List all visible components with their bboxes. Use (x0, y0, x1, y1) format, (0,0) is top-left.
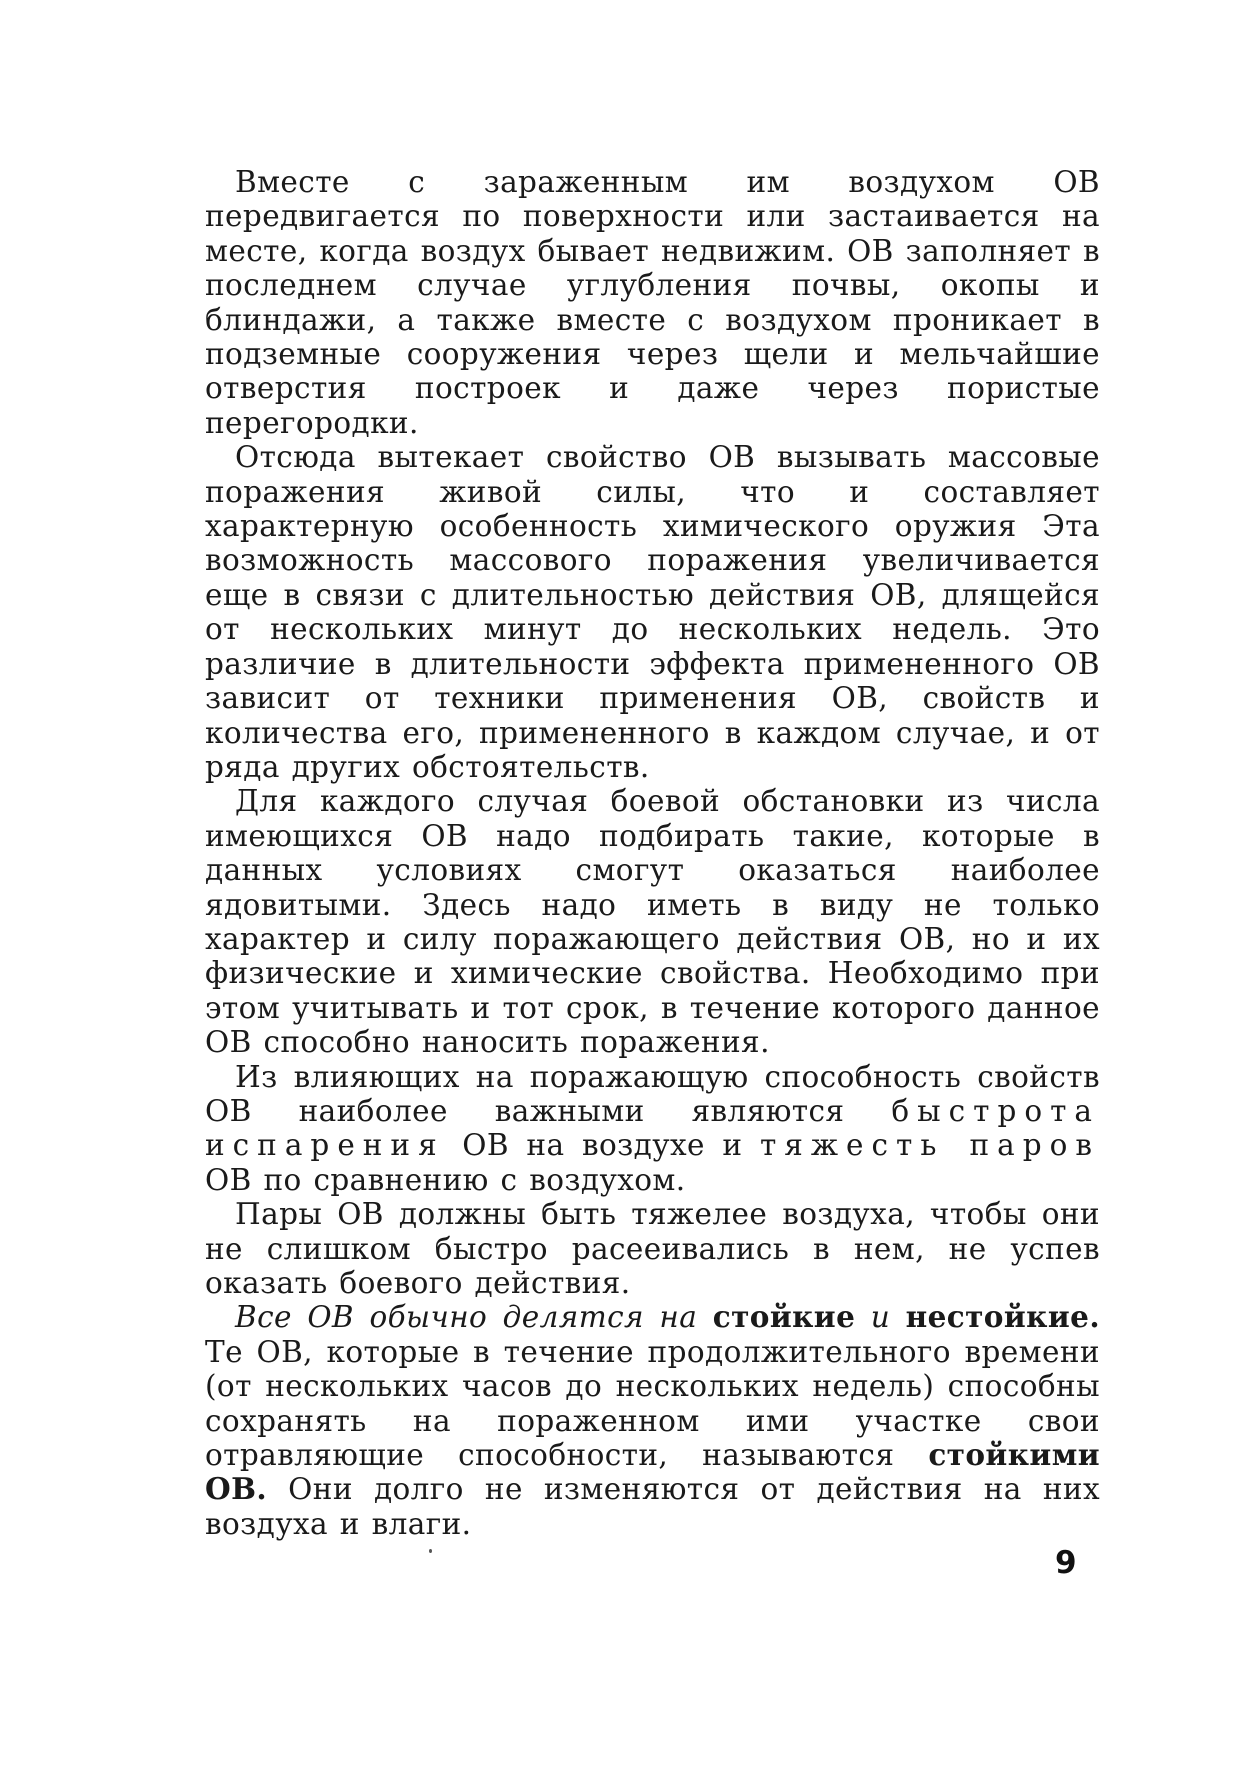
paragraph-6-part-e: Те ОВ, которые в течение продолжительного времени (от нескольких часов до нескольких недель) способны сохранять на пораженном ими участке свои отравляющие способности, называются (205, 1334, 1100, 1473)
paragraph-4-part-c: ОВ на воздухе и (444, 1128, 760, 1163)
paragraph-5: Пары ОВ должны быть тяжелее воздуха, чтобы они не слишком быстро расеeивались в нем, не успев оказать боевого действия. (205, 1197, 1100, 1300)
body-text (205, 165, 1100, 1541)
paragraph-6 (205, 1300, 1100, 1541)
paragraph-4-part-a: Из влияющих на поражающую способность свойств ОВ наиболее важными являются (205, 1059, 1100, 1128)
paragraph-6-part-g: Они долго не изменяются от действия на них воздуха и влаги. (205, 1472, 1100, 1541)
paragraph-2: Отсюда вытекает свойство ОВ вызывать массовые поражения живой силы, что и составляет характерную особенность химического оружия Эта возможность массового поражения увеличивается еще в связи с длительностью действия ОВ, длящейся от нескольких минут до нескольких недель. Это различие в длительности эффекта примененного ОВ зависит от техники применения ОВ, свойств и количества его, примененного в каждом случае, и от ряда других обстоятельств. (205, 440, 1100, 784)
paragraph-3: Для каждого случая боевой обстановки из числа имеющихся ОВ надо подбирать такие, которые в данных условиях смогут оказаться наиболее ядовитыми. Здесь надо иметь в виду не только характер и силу поражающего действия ОВ, но и их физические и химические свойства. Необходимо при этом учитывать и тот срок, в течение которого данное ОВ способно наносить поражения. (205, 784, 1100, 1060)
term-vapor-heaviness: тяжесть паров (759, 1128, 1100, 1163)
paragraph-4 (205, 1060, 1100, 1198)
term-non-persistent: нестойкие. (905, 1299, 1100, 1335)
paragraph-1: Вместе с зараженным им воздухом ОВ передвигается по поверхности или застаивается на месте, когда воздух бывает недвижим. ОВ заполняет в последнем случае углубления почвы, окопы и блиндажи, а также вместе с воздухом проникает в подземные сооружения через щели и мельчайшие отверстия построек и даже через пористые перегородки. (205, 165, 1100, 440)
term-persistent: стойкие (712, 1299, 856, 1335)
paragraph-4-part-e: ОВ по сравнению с воздухом. (205, 1162, 686, 1197)
paragraph-6-conjunction: и (855, 1300, 906, 1335)
term-evaporation-rate: быстрота испарения (205, 1093, 1100, 1163)
print-speck (429, 1549, 432, 1553)
term-persistent-agents: стойкими ОВ. (205, 1437, 1100, 1507)
page-number: 9 (1055, 1545, 1077, 1581)
paragraph-6-intro: Все ОВ обычно делятся на (235, 1300, 713, 1335)
